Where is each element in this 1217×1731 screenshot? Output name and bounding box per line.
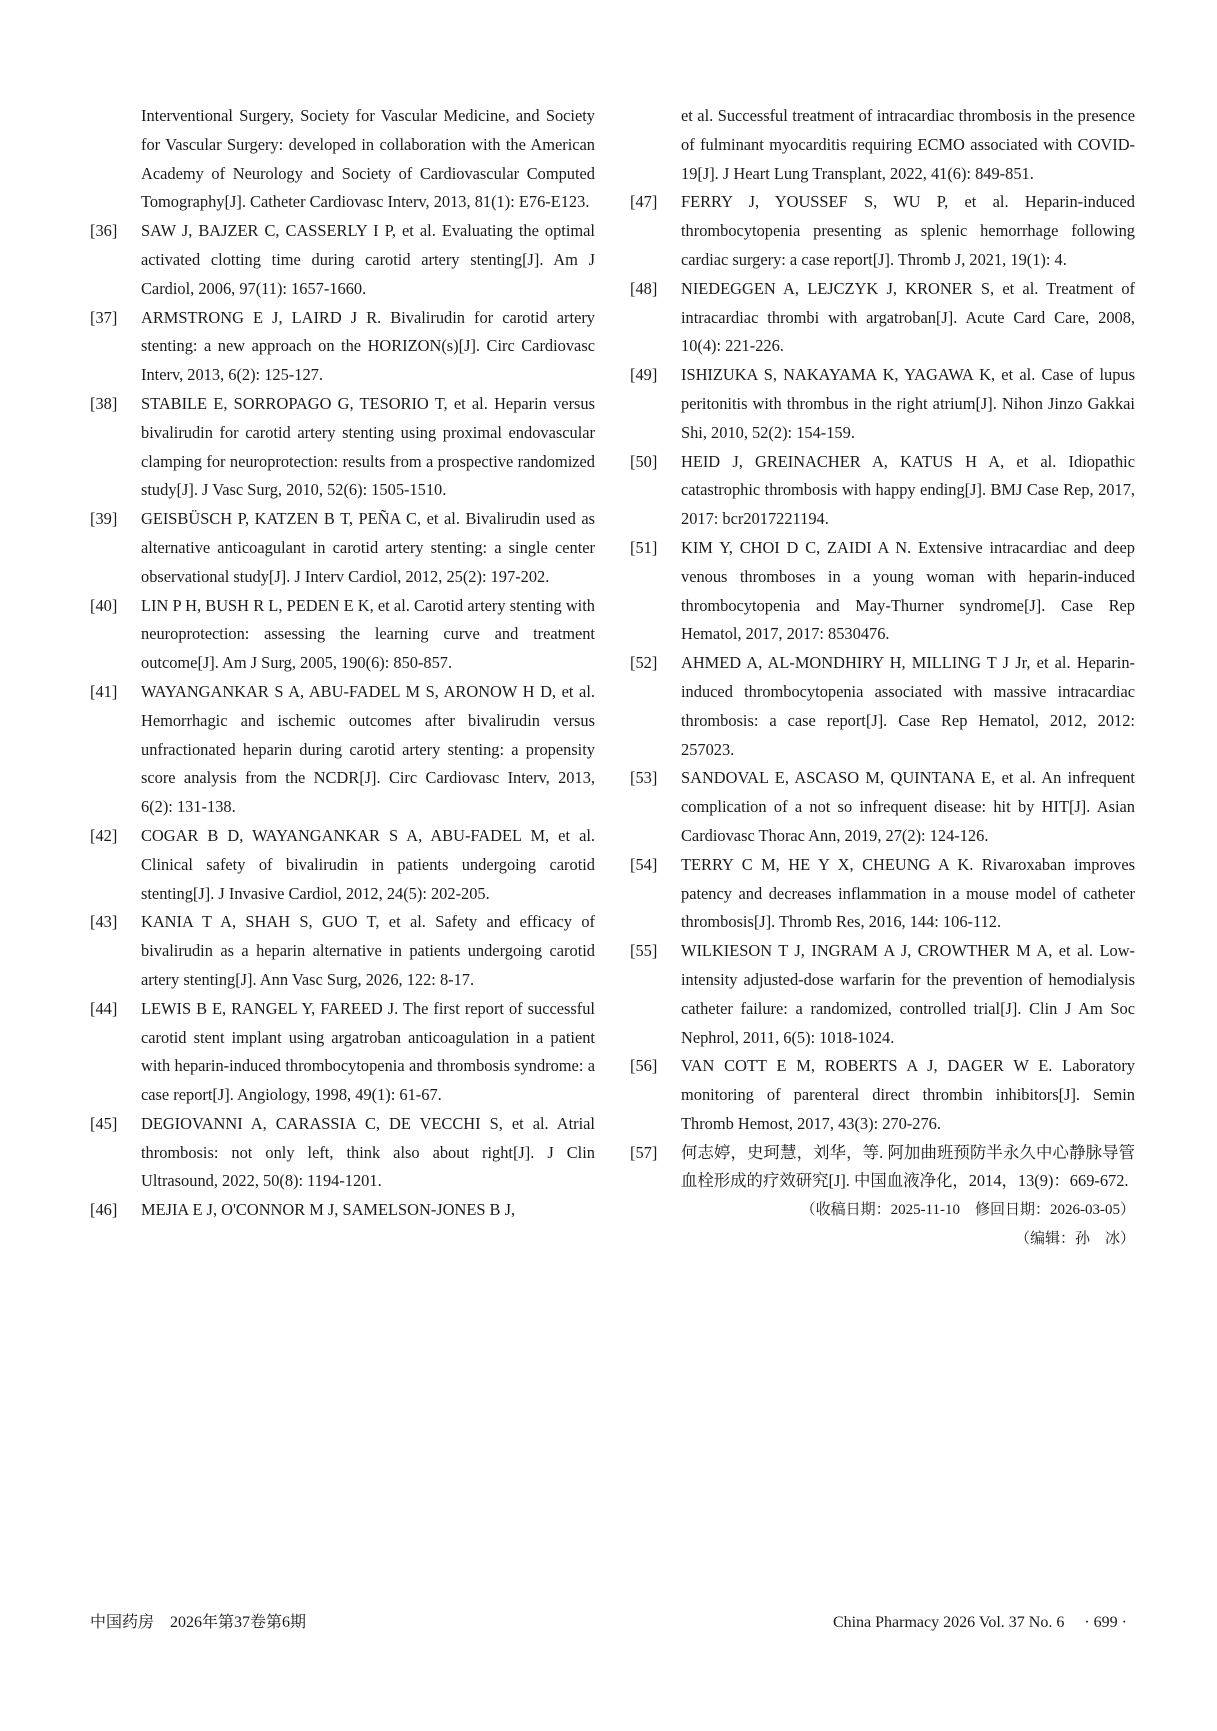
reference-text: 何志婷，史珂慧，刘华，等. 阿加曲班预防半永久中心静脉导管血栓形成的疗效研究[J]. 中国血液净化，2014，13(9)：669-672.: [681, 1142, 1135, 1191]
left-column: [90, 102, 595, 1225]
reference-text: KANIA T A, SHAH S, GUO T, et al. Safety and efficacy of bivalirudin as a heparin alternative in patients undergoing carotid artery stenting[J]. Ann Vasc Surg, 2026, 122: 8-17.: [141, 912, 595, 989]
reference-number: [42]: [90, 825, 118, 845]
reference-number: [40]: [90, 595, 118, 615]
reference-text: KIM Y, CHOI D C, ZAIDI A N. Extensive intracardiac and deep venous thromboses in a young woman with heparin-induced thrombocytopenia and May-Thurner syndrome[J]. Case Rep Hematol, 2017, 2017: 8530476.: [681, 537, 1135, 644]
reference-text: ISHIZUKA S, NAKAYAMA K, YAGAWA K, et al. Case of lupus peritonitis with thrombus in the right atrium[J]. Nihon Jinzo Gakkai Shi, 2010, 52(2): 154-159.: [681, 365, 1135, 442]
reference-number: [49]: [630, 365, 658, 385]
reference-number: [52]: [630, 653, 658, 673]
reference-item: [90, 822, 595, 908]
reference-item: [630, 764, 1135, 850]
reference-number: [56]: [630, 1056, 658, 1076]
reference-number: [48]: [630, 278, 658, 298]
reference-item: [630, 448, 1135, 534]
reference-number: [39]: [90, 509, 118, 529]
reference-continuation: Interventional Surgery, Society for Vascular Medicine, and Society for Vascular Surgery: developed in collaboration with the American Academy of Neurology and Society of Cardiovascular Computed Tomography[J]. Catheter Cardiovasc Interv, 2013, 81(1): E76-E123.: [141, 106, 595, 212]
reference-number: [38]: [90, 393, 118, 413]
reference-number: [53]: [630, 768, 658, 788]
reference-continuation: et al. Successful treatment of intracardiac thrombosis in the presence of fulminant myocarditis requiring ECMO associated with COVID-19[J]. J Heart Lung Transplant, 2022, 41(6): 849-851.: [681, 106, 1135, 183]
reference-text: WILKIESON T J, INGRAM A J, CROWTHER M A, et al. Low-intensity adjusted-dose warfarin for the prevention of hemodialysis catheter failure: a randomized, controlled trial[J]. Clin J Am Soc Nephrol, 2011, 6(5): 1018-1024.: [681, 941, 1135, 1047]
reference-item: [90, 304, 595, 390]
reference-item: [630, 188, 1135, 274]
reference-text: SAW J, BAJZER C, CASSERLY I P, et al. Evaluating the optimal activated clotting time during carotid artery stenting[J]. Am J Cardiol, 2006, 97(11): 1657-1660.: [141, 221, 595, 298]
reference-number: [45]: [90, 1113, 118, 1133]
reference-list-left: [90, 217, 595, 1225]
reference-number: [54]: [630, 854, 658, 874]
reference-number: [37]: [90, 307, 118, 327]
reference-text: HEID J, GREINACHER A, KATUS H A, et al. Idiopathic catastrophic thrombosis with happy ending[J]. BMJ Case Rep, 2017, 2017: bcr2017221194.: [681, 451, 1135, 529]
reference-number: [57]: [630, 1142, 658, 1162]
reference-text: WAYANGANKAR S A, ABU-FADEL M S, ARONOW H D, et al. Hemorrhagic and ischemic outcomes after bivalirudin versus unfractionated heparin during carotid artery stenting: a propensity score analysis from the NCDR[J]. Circ Cardiovasc Interv, 2013, 6(2): 131-138.: [141, 681, 595, 817]
reference-number: [51]: [630, 537, 658, 557]
reference-text: FERRY J, YOUSSEF S, WU P, et al. Heparin-induced thrombocytopenia presenting as splenic hemorrhage following cardiac surgery: a case report[J]. Thromb J, 2021, 19(1): 4.: [681, 192, 1135, 269]
reference-number: [46]: [90, 1200, 118, 1220]
reference-item: [630, 937, 1135, 1052]
footer-journal-en: China Pharmacy 2026 Vol. 37 No. 6 · 699 ·: [832, 1614, 1127, 1631]
reference-item: [90, 908, 595, 994]
reference-number: [50]: [630, 451, 658, 471]
reference-item: [90, 678, 595, 822]
reference-text: SANDOVAL E, ASCASO M, QUINTANA E, et al. An infrequent complication of a not so infrequent disease: hit by HIT[J]. Asian Cardiovasc Thorac Ann, 2019, 27(2): 124-126.: [681, 768, 1135, 845]
reference-text: VAN COTT E M, ROBERTS A J, DAGER W E. Laboratory monitoring of parenteral direct thrombin inhibitors[J]. Semin Thromb Hemost, 2017, 43(3): 270-276.: [681, 1056, 1135, 1133]
reference-text: TERRY C M, HE Y X, CHEUNG A K. Rivaroxaban improves patency and decreases inflammation in a mouse model of catheter thrombosis[J]. Thromb Res, 2016, 144: 106-112.: [681, 854, 1135, 932]
reference-item: [630, 1052, 1135, 1138]
reference-text: NIEDEGGEN A, LEJCZYK J, KRONER S, et al. Treatment of intracardiac thrombi with argatroban[J]. Acute Card Care, 2008, 10(4): 221-226.: [681, 278, 1135, 356]
reference-number: [43]: [90, 912, 118, 932]
reference-number: [55]: [630, 941, 658, 961]
reference-item: [90, 592, 595, 678]
reference-text: LIN P H, BUSH R L, PEDEN E K, et al. Carotid artery stenting with neuroprotection: assessing the learning curve and treatment outcome[J]. Am J Surg, 2005, 190(6): 850-857.: [141, 595, 595, 673]
reference-item: [630, 649, 1135, 764]
reference-text: ARMSTRONG E J, LAIRD J R. Bivalirudin for carotid artery stenting: a new approach on the HORIZON(s)[J]. Circ Cardiovasc Interv, 2013, 6(2): 125-127.: [141, 307, 595, 385]
reference-text: COGAR B D, WAYANGANKAR S A, ABU-FADEL M, et al. Clinical safety of bivalirudin in patients undergoing carotid stenting[J]. J Invasive Cardiol, 2012, 24(5): 202-205.: [141, 825, 595, 903]
reference-number: [44]: [90, 998, 118, 1018]
reference-item: [630, 534, 1135, 649]
reference-text: AHMED A, AL-MONDHIRY H, MILLING T J Jr, et al. Heparin-induced thrombocytopenia associated with massive intracardiac thrombosis: a case report[J]. Case Rep Hematol, 2012, 2012: 257023.: [681, 653, 1135, 759]
reference-item: [90, 995, 595, 1110]
editor-note: （编辑：孙 冰）: [1014, 1231, 1135, 1248]
reference-item: [90, 390, 595, 505]
reference-text: LEWIS B E, RANGEL Y, FAREED J. The first report of successful carotid stent implant using argatroban anticoagulation in a patient with heparin-induced thrombocytopenia and thrombosis syndrome: a case report[J]. Angiology, 1998, 49(1): 61-67.: [141, 998, 595, 1105]
reference-text: STABILE E, SORROPAGO G, TESORIO T, et al. Heparin versus bivalirudin for carotid artery stenting using proximal endovascular clamping for neuroprotection: results from a prospective randomized study[J]. J Vasc Surg, 2010, 52(6): 1505-1510.: [141, 393, 595, 500]
reference-item: [630, 361, 1135, 447]
reference-list-right: [630, 188, 1135, 1196]
reference-item: [90, 1196, 595, 1225]
reference-item: [630, 1139, 1135, 1197]
reference-item: [630, 275, 1135, 361]
reference-number: [47]: [630, 192, 658, 212]
reference-number: [41]: [90, 681, 118, 701]
reference-item: [90, 1110, 595, 1196]
reference-text: GEISBÜSCH P, KATZEN B T, PEÑA C, et al. Bivalirudin used as alternative anticoagulant in carotid artery stenting: a single center observational study[J]. J Interv Cardiol, 2012, 25(2): 197-202.: [141, 509, 595, 586]
reference-item: [630, 851, 1135, 937]
footer-journal-cn: 中国药房 2026年第37卷第6期: [90, 1614, 307, 1631]
reference-text: MEJIA E J, O'CONNOR M J, SAMELSON-JONES B J,: [141, 1200, 516, 1220]
right-column: [630, 102, 1135, 1254]
received-revised-dates: （收稿日期：2025-11-10 修回日期：2026-03-05）: [800, 1202, 1135, 1219]
reference-item: [90, 217, 595, 303]
reference-item: [90, 505, 595, 591]
reference-text: DEGIOVANNI A, CARASSIA C, DE VECCHI S, et al. Atrial thrombosis: not only left, think also about right[J]. J Clin Ultrasound, 2022, 50(8): 1194-1201.: [141, 1113, 595, 1191]
reference-number: [36]: [90, 221, 118, 241]
